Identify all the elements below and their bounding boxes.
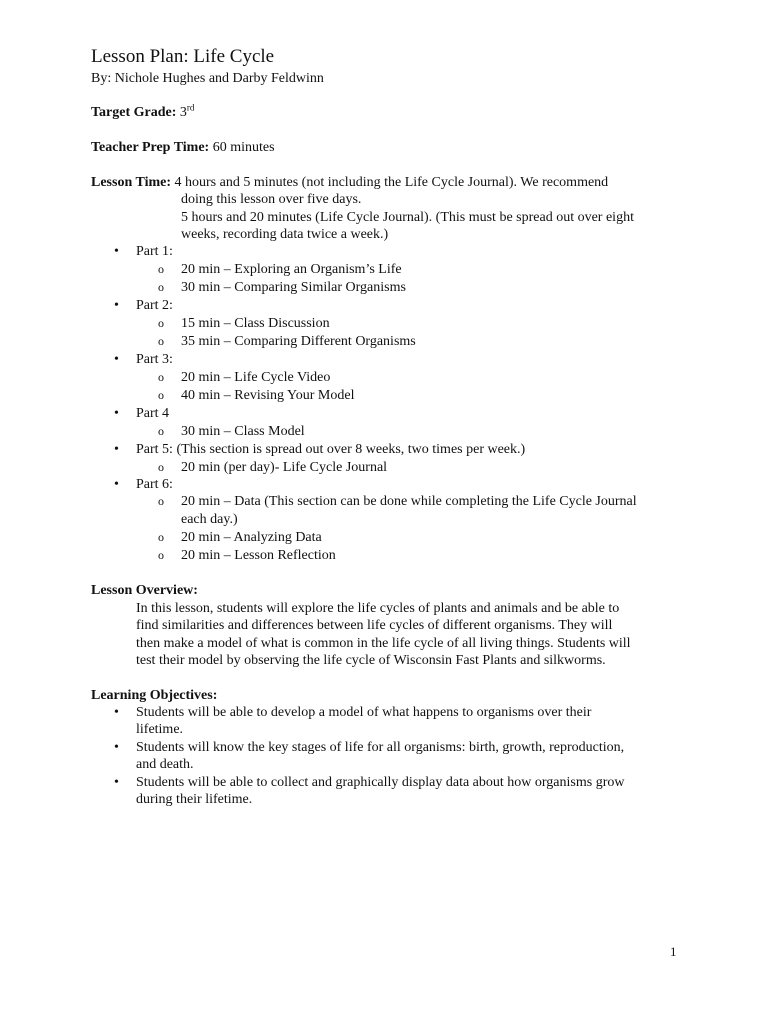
sub-bullet-icon: o	[158, 370, 164, 384]
part-6-item-1: 20 min – Data (This section can be done while completing the Life Cycle Journal	[181, 494, 637, 509]
part-2-item-1: 15 min – Class Discussion	[181, 316, 330, 331]
objective-2-line-2: and death.	[136, 757, 194, 772]
objectives-heading: Learning Objectives:	[91, 688, 218, 703]
overview-line-1: In this lesson, students will explore the life cycles of plants and animals and be able to	[136, 601, 620, 616]
target-grade-suffix: rd	[186, 102, 195, 113]
objective-1-line-2: lifetime.	[136, 722, 184, 737]
bullet-icon: •	[114, 442, 119, 457]
target-grade-label: Target Grade:	[91, 105, 177, 120]
target-grade-line	[91, 104, 194, 121]
bullet-icon: •	[114, 406, 119, 421]
bullet-icon: •	[114, 244, 119, 259]
overview-line-4: test their model by observing the life cycle of Wisconsin Fast Plants and silkworms.	[136, 653, 606, 668]
part-4-label: Part 4	[136, 406, 170, 421]
lesson-time-text-2: doing this lesson over five days.	[181, 192, 362, 207]
objective-3-line-2: during their lifetime.	[136, 792, 253, 807]
part-1-label: Part 1:	[136, 244, 173, 259]
prep-time-label: Teacher Prep Time:	[91, 140, 210, 155]
sub-bullet-icon: o	[158, 424, 164, 438]
sub-bullet-icon: o	[158, 316, 164, 330]
part-5-item-1: 20 min (per day)- Life Cycle Journal	[181, 460, 388, 475]
part-2-item-2: 35 min – Comparing Different Organisms	[181, 334, 416, 349]
bullet-icon: •	[114, 775, 119, 790]
part-6-item-2: 20 min – Analyzing Data	[181, 530, 322, 545]
part-6-item-3: 20 min – Lesson Reflection	[181, 548, 336, 563]
overview-line-3: then make a model of what is common in the life cycle of all living things. Students will	[136, 636, 631, 651]
lesson-time-text-1: 4 hours and 5 minutes (not including the Life Cycle Journal). We recommend	[174, 175, 609, 190]
part-6-label: Part 6:	[136, 477, 173, 492]
part-1-item-1: 20 min – Exploring an Organism’s Life	[181, 262, 402, 277]
sub-bullet-icon: o	[158, 548, 164, 562]
objective-1-line-1: Students will be able to develop a model of what happens to organisms over their	[136, 705, 592, 720]
overview-line-2: find similarities and differences between life cycles of different organisms. They will	[136, 618, 613, 633]
page-title: Lesson Plan: Life Cycle	[91, 46, 275, 67]
sub-bullet-icon: o	[158, 334, 164, 348]
bullet-icon: •	[114, 298, 119, 313]
sub-bullet-icon: o	[158, 460, 164, 474]
sub-bullet-icon: o	[158, 494, 164, 508]
lesson-time-text-3: 5 hours and 20 minutes (Life Cycle Journal). (This must be spread out over eight	[181, 210, 634, 225]
part-3-item-2: 40 min – Revising Your Model	[181, 388, 355, 403]
sub-bullet-icon: o	[158, 530, 164, 544]
lesson-time-label: Lesson Time:	[91, 175, 171, 190]
bullet-icon: •	[114, 740, 119, 755]
prep-time-value: 60 minutes	[212, 140, 275, 155]
part-6-item-1-cont: each day.)	[181, 512, 238, 527]
sub-bullet-icon: o	[158, 280, 164, 294]
authors-line: By: Nichole Hughes and Darby Feldwinn	[91, 71, 324, 86]
page-number: 1	[670, 944, 677, 959]
sub-bullet-icon: o	[158, 388, 164, 402]
sub-bullet-icon: o	[158, 262, 164, 276]
objective-3-line-1: Students will be able to collect and graphically display data about how organisms grow	[136, 775, 625, 790]
part-3-label: Part 3:	[136, 352, 173, 367]
prep-time-line	[91, 139, 275, 156]
overview-heading: Lesson Overview:	[91, 583, 198, 598]
part-1-item-2: 30 min – Comparing Similar Organisms	[181, 280, 406, 295]
lesson-time-line	[91, 174, 608, 191]
part-4-item-1: 30 min – Class Model	[181, 424, 305, 439]
lesson-time-text-4: weeks, recording data twice a week.)	[181, 227, 389, 242]
part-2-label: Part 2:	[136, 298, 173, 313]
part-3-item-1: 20 min – Life Cycle Video	[181, 370, 331, 385]
part-5-label: Part 5: (This section is spread out over 8 weeks, two times per week.)	[136, 442, 526, 457]
bullet-icon: •	[114, 477, 119, 492]
target-grade-value: 3	[179, 105, 187, 120]
bullet-icon: •	[114, 352, 119, 367]
objective-2-line-1: Students will know the key stages of life for all organisms: birth, growth, reproduction,	[136, 740, 625, 755]
bullet-icon: •	[114, 705, 119, 720]
